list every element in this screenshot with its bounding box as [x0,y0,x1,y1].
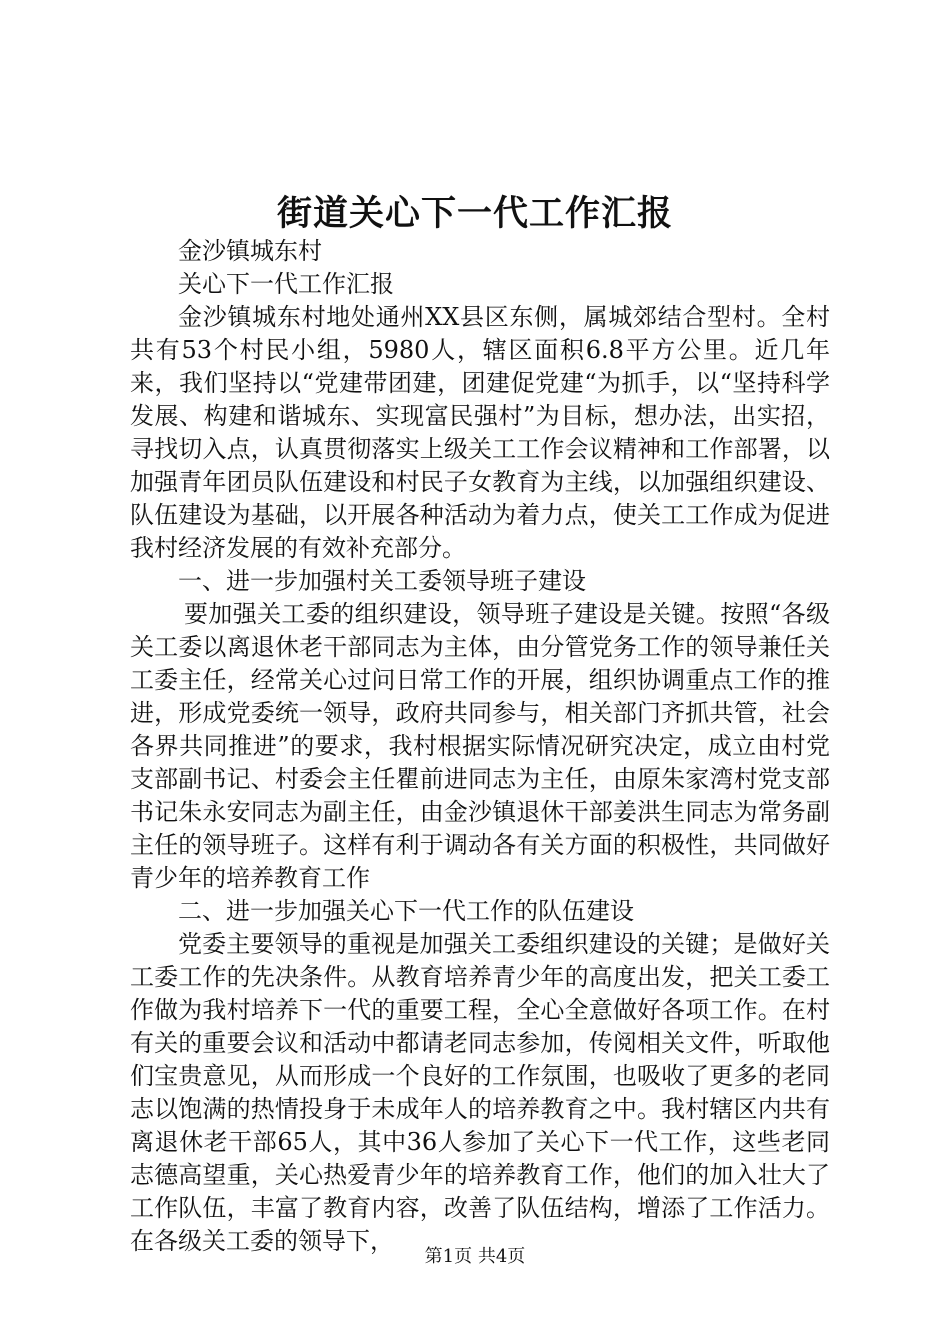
section-heading-2: 二、进一步加强关心下一代工作的队伍建设 [178,897,634,925]
section-heading-1: 一、进一步加强村关工委领导班子建设 [178,567,586,595]
location-line: 金沙镇城东村 [178,237,322,265]
paragraph-intro: 金沙镇城东村地处通州XX县区东侧，属城郊结合型村。全村共有53个村民小组，5980人，辖区面积6.8平方公里。近几年来，我们坚持以“党建带团建，团建促党建“为抓手，以“坚持科学发展、构建和谐城东、实现富民强村”为目标，想办法，出实招，寻找切入点，认真贯彻落实上级关工工作会议精神和工作部署，以加强青年团员队伍建设和村民子女教育为主线，以加强组织建设、队伍建设为基础，以开展各种活动为着力点，使关工工作成为促进我村经济发展的有效补充部分。 [130,303,830,562]
document-body [130,235,830,1258]
page-footer: 第1页 共4页 [424,1246,526,1267]
paragraph-section-1: 要加强关工委的组织建设，领导班子建设是关键。按照“各级关工委以离退休老干部同志为主体，由分管党务工作的领导兼任关工委主任，经常关心过问日常工作的开展，组织协调重点工作的推进，形成党委统一领导，政府共同参与，相关部门齐抓共管，社会各界共同推进”的要求，我村根据实际情况研究决定，成立由村党支部副书记、村委会主任瞿前进同志为主任，由原朱家湾村党支部书记朱永安同志为副主任，由金沙镇退休干部姜洪生同志为常务副主任的领导班子。这样有利于调动各有关方面的积极性，共同做好青少年的培养教育工作 [130,600,830,892]
document-title: 街道关心下一代工作汇报 [276,193,673,234]
paragraph-section-2: 党委主要领导的重视是加强关工委组织建设的关键；是做好关工委工作的先决条件。从教育培养青少年的高度出发，把关工委工作做为我村培养下一代的重要工程，全心全意做好各项工作。在村有关的重要会议和活动中都请老同志参加，传阅相关文件，听取他们宝贵意见，从而形成一个良好的工作氛围，也吸收了更多的老同志以饱满的热情投身于未成年人的培养教育之中。我村辖区内共有离退休老干部65人，其中36人参加了关心下一代工作，这些老同志德高望重，关心热爱青少年的培养教育工作，他们的加入壮大了工作队伍，丰富了教育内容，改善了队伍结构，增添了工作活力。在各级关工委的领导下， [130,930,830,1255]
subtitle-line: 关心下一代工作汇报 [178,270,394,298]
